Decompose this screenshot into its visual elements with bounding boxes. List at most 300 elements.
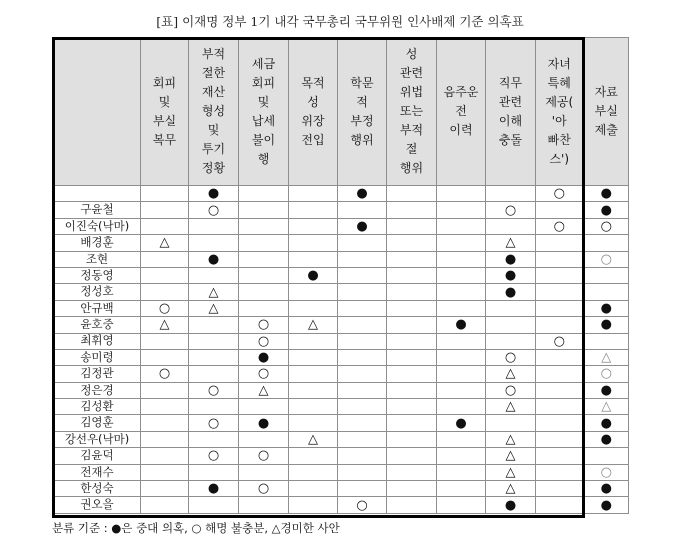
mark-symbol: ● xyxy=(600,497,612,513)
mark-cell xyxy=(486,218,536,234)
mark-symbol: △ xyxy=(159,235,170,251)
mark-cell xyxy=(141,415,189,431)
mark-cell xyxy=(289,267,338,283)
table-row xyxy=(54,481,629,497)
mark-cell xyxy=(486,349,536,365)
mark-cell xyxy=(437,235,486,251)
mark-cell xyxy=(189,300,239,316)
mark-symbol: ○ xyxy=(504,350,517,366)
header-row xyxy=(54,38,629,186)
mark-cell xyxy=(536,464,584,480)
mark-symbol: △ xyxy=(308,317,318,333)
mark-cell xyxy=(437,300,486,316)
table-row xyxy=(54,235,629,251)
mark-cell xyxy=(338,399,387,415)
mark-cell xyxy=(338,267,387,283)
table-row xyxy=(54,464,629,480)
mark-cell xyxy=(437,382,486,398)
mark-cell xyxy=(189,464,239,480)
mark-cell xyxy=(387,317,437,333)
mark-cell xyxy=(289,235,338,251)
mark-symbol: △ xyxy=(505,464,516,480)
mark-cell xyxy=(338,284,387,300)
mark-cell xyxy=(584,235,629,251)
mark-cell xyxy=(437,251,486,267)
mark-cell xyxy=(584,448,629,464)
allegation-table xyxy=(53,37,629,514)
mark-cell xyxy=(141,464,189,480)
mark-cell xyxy=(141,317,189,333)
mark-cell xyxy=(141,251,189,267)
column-header-c6: 성 관련 위법 또는 부적 절 행위 xyxy=(387,38,437,186)
minister-name: 조현 xyxy=(54,251,141,267)
mark-cell xyxy=(289,317,338,333)
mark-cell xyxy=(338,366,387,382)
mark-cell xyxy=(141,300,189,316)
mark-cell xyxy=(141,267,189,283)
column-header-c10: 자료 부실 제출 xyxy=(584,38,629,186)
minister-name: 송미령 xyxy=(54,349,141,365)
mark-cell xyxy=(584,399,629,415)
mark-cell xyxy=(239,431,289,447)
mark-symbol: ● xyxy=(207,186,220,202)
minister-name: 윤호중 xyxy=(54,317,141,333)
mark-symbol: ● xyxy=(356,218,368,234)
mark-cell xyxy=(437,284,486,300)
mark-cell xyxy=(239,317,289,333)
mark-symbol: ● xyxy=(600,186,612,202)
mark-cell xyxy=(486,267,536,283)
mark-cell xyxy=(289,415,338,431)
minister-name: 김성환 xyxy=(54,399,141,415)
mark-symbol: △ xyxy=(258,382,269,398)
mark-cell xyxy=(437,202,486,218)
mark-cell xyxy=(387,415,437,431)
mark-cell xyxy=(387,366,437,382)
mark-cell xyxy=(387,464,437,480)
mark-cell xyxy=(536,431,584,447)
mark-symbol: ○ xyxy=(356,497,368,513)
mark-cell xyxy=(338,251,387,267)
mark-cell xyxy=(387,235,437,251)
mark-symbol: ○ xyxy=(158,366,171,382)
mark-symbol: △ xyxy=(505,399,516,415)
mark-cell xyxy=(536,202,584,218)
mark-cell xyxy=(584,415,629,431)
mark-cell xyxy=(486,415,536,431)
minister-name: 김윤덕 xyxy=(54,448,141,464)
mark-symbol: ○ xyxy=(600,218,612,234)
mark-cell xyxy=(141,481,189,497)
mark-cell xyxy=(189,382,239,398)
mark-symbol: △ xyxy=(159,317,170,333)
mark-cell xyxy=(584,481,629,497)
minister-name xyxy=(54,186,141,202)
mark-cell xyxy=(289,464,338,480)
mark-cell xyxy=(387,186,437,202)
column-header-c9: 자녀 특혜 제공( '아 빠찬 스') xyxy=(536,38,584,186)
mark-cell xyxy=(387,333,437,349)
minister-name: 김영훈 xyxy=(54,415,141,431)
mark-cell xyxy=(536,218,584,234)
mark-cell xyxy=(141,235,189,251)
mark-cell xyxy=(387,382,437,398)
mark-symbol: △ xyxy=(601,350,612,366)
mark-cell xyxy=(536,497,584,513)
mark-cell xyxy=(189,431,239,447)
mark-cell xyxy=(189,186,239,202)
mark-symbol: ● xyxy=(257,350,270,366)
mark-cell xyxy=(584,186,629,202)
mark-cell xyxy=(338,300,387,316)
mark-cell xyxy=(584,349,629,365)
mark-cell xyxy=(239,481,289,497)
mark-cell xyxy=(584,267,629,283)
mark-symbol: ○ xyxy=(207,382,220,398)
mark-cell xyxy=(536,317,584,333)
mark-cell xyxy=(486,399,536,415)
mark-cell xyxy=(289,431,338,447)
minister-name: 전재수 xyxy=(54,464,141,480)
mark-symbol: ○ xyxy=(158,300,171,316)
mark-cell xyxy=(289,399,338,415)
mark-symbol: ○ xyxy=(257,448,270,464)
mark-cell xyxy=(141,202,189,218)
mark-cell xyxy=(289,333,338,349)
mark-cell xyxy=(141,399,189,415)
mark-symbol: ○ xyxy=(257,366,270,382)
mark-cell xyxy=(189,202,239,218)
mark-symbol: △ xyxy=(505,366,516,382)
mark-cell xyxy=(189,284,239,300)
mark-cell xyxy=(289,218,338,234)
minister-name: 김정관 xyxy=(54,366,141,382)
table-row xyxy=(54,267,629,283)
mark-cell xyxy=(289,300,338,316)
mark-cell xyxy=(387,300,437,316)
mark-cell xyxy=(239,464,289,480)
mark-cell xyxy=(437,267,486,283)
mark-symbol: ○ xyxy=(553,218,565,234)
mark-cell xyxy=(486,300,536,316)
mark-symbol: ● xyxy=(207,481,220,497)
mark-cell xyxy=(486,431,536,447)
mark-cell xyxy=(141,382,189,398)
mark-cell xyxy=(584,202,629,218)
mark-cell xyxy=(289,186,338,202)
mark-cell xyxy=(387,448,437,464)
mark-cell xyxy=(437,186,486,202)
minister-name: 구윤철 xyxy=(54,202,141,218)
mark-cell xyxy=(486,202,536,218)
mark-cell xyxy=(486,448,536,464)
mark-cell xyxy=(338,218,387,234)
mark-cell xyxy=(189,218,239,234)
mark-cell xyxy=(536,235,584,251)
minister-name: 정성호 xyxy=(54,284,141,300)
table-row xyxy=(54,333,629,349)
mark-cell xyxy=(387,267,437,283)
mark-cell xyxy=(239,349,289,365)
minister-name: 정은경 xyxy=(54,382,141,398)
table-row xyxy=(54,186,629,202)
mark-cell xyxy=(189,235,239,251)
mark-cell xyxy=(141,448,189,464)
mark-cell xyxy=(584,382,629,398)
mark-cell xyxy=(239,366,289,382)
mark-cell xyxy=(437,366,486,382)
minister-name: 최휘영 xyxy=(54,333,141,349)
mark-symbol: △ xyxy=(505,432,516,448)
table-row xyxy=(54,349,629,365)
mark-cell xyxy=(536,399,584,415)
table-row xyxy=(54,431,629,447)
mark-cell xyxy=(189,399,239,415)
table-row xyxy=(54,497,629,513)
mark-cell xyxy=(289,284,338,300)
mark-cell xyxy=(239,333,289,349)
mark-cell xyxy=(387,497,437,513)
mark-symbol: ○ xyxy=(553,186,565,202)
mark-cell xyxy=(189,497,239,513)
mark-cell xyxy=(437,481,486,497)
mark-cell xyxy=(239,251,289,267)
mark-symbol: ● xyxy=(455,317,467,333)
mark-cell xyxy=(536,300,584,316)
mark-symbol: △ xyxy=(505,235,516,251)
mark-symbol: △ xyxy=(505,448,516,464)
mark-cell xyxy=(189,317,239,333)
minister-name: 이진숙(낙마) xyxy=(54,218,141,234)
mark-cell xyxy=(289,251,338,267)
mark-cell xyxy=(338,497,387,513)
header-corner xyxy=(54,38,141,186)
mark-symbol: ○ xyxy=(553,333,565,349)
table-row xyxy=(54,399,629,415)
column-header-c1: 회피 및 부실 복무 xyxy=(141,38,189,186)
mark-cell xyxy=(338,333,387,349)
mark-cell xyxy=(239,186,289,202)
mark-cell xyxy=(437,448,486,464)
mark-cell xyxy=(437,415,486,431)
mark-cell xyxy=(141,349,189,365)
mark-cell xyxy=(486,317,536,333)
mark-symbol: ● xyxy=(504,284,517,300)
mark-cell xyxy=(289,382,338,398)
mark-cell xyxy=(189,251,239,267)
mark-symbol: ● xyxy=(504,497,517,513)
table-row xyxy=(54,415,629,431)
footnote: 분류 기준 : ●은 중대 의혹, ○ 해명 불충분, △경미한 사안 xyxy=(52,521,340,535)
mark-cell xyxy=(239,300,289,316)
mark-cell xyxy=(189,366,239,382)
mark-cell xyxy=(189,415,239,431)
mark-cell xyxy=(387,251,437,267)
mark-cell xyxy=(387,399,437,415)
mark-symbol: ● xyxy=(600,317,612,333)
table-row xyxy=(54,251,629,267)
mark-cell xyxy=(584,300,629,316)
column-header-c5: 학문 적 부정 행위 xyxy=(338,38,387,186)
mark-cell xyxy=(437,497,486,513)
mark-cell xyxy=(486,366,536,382)
mark-symbol: △ xyxy=(505,481,516,497)
mark-cell xyxy=(437,218,486,234)
mark-cell xyxy=(239,284,289,300)
mark-cell xyxy=(289,349,338,365)
mark-cell xyxy=(536,382,584,398)
mark-cell xyxy=(437,431,486,447)
minister-name: 정동영 xyxy=(54,267,141,283)
mark-symbol: ○ xyxy=(504,382,517,398)
mark-cell xyxy=(437,349,486,365)
mark-cell xyxy=(486,235,536,251)
mark-cell xyxy=(486,284,536,300)
mark-cell xyxy=(486,186,536,202)
mark-cell xyxy=(338,235,387,251)
mark-cell xyxy=(338,382,387,398)
mark-cell xyxy=(536,186,584,202)
mark-cell xyxy=(338,448,387,464)
mark-cell xyxy=(584,464,629,480)
mark-cell xyxy=(289,366,338,382)
table-row xyxy=(54,284,629,300)
mark-cell xyxy=(189,481,239,497)
mark-cell xyxy=(584,431,629,447)
mark-cell xyxy=(239,399,289,415)
mark-cell xyxy=(239,202,289,218)
mark-cell xyxy=(437,333,486,349)
mark-cell xyxy=(239,448,289,464)
mark-cell xyxy=(239,415,289,431)
mark-cell xyxy=(536,251,584,267)
mark-symbol: ● xyxy=(600,481,612,497)
mark-symbol: ○ xyxy=(600,251,612,267)
mark-cell xyxy=(338,186,387,202)
column-header-c4: 목적 성 위장 전입 xyxy=(289,38,338,186)
table-row xyxy=(54,300,629,316)
table-row xyxy=(54,448,629,464)
mark-cell xyxy=(289,202,338,218)
minister-name: 배경훈 xyxy=(54,235,141,251)
mark-symbol: ● xyxy=(504,251,517,267)
mark-cell xyxy=(536,415,584,431)
mark-cell xyxy=(387,202,437,218)
mark-cell xyxy=(536,267,584,283)
mark-cell xyxy=(584,317,629,333)
mark-symbol: ● xyxy=(307,268,319,284)
mark-cell xyxy=(486,464,536,480)
mark-cell xyxy=(584,251,629,267)
mark-cell xyxy=(486,382,536,398)
mark-cell xyxy=(189,349,239,365)
mark-symbol: ● xyxy=(257,415,270,431)
mark-cell xyxy=(437,464,486,480)
mark-cell xyxy=(289,448,338,464)
mark-symbol: ● xyxy=(600,415,612,431)
mark-cell xyxy=(486,333,536,349)
mark-cell xyxy=(387,218,437,234)
table-row xyxy=(54,317,629,333)
mark-cell xyxy=(536,366,584,382)
column-header-c7: 음주운 전 이력 xyxy=(437,38,486,186)
mark-cell xyxy=(141,186,189,202)
mark-cell xyxy=(536,448,584,464)
mark-symbol: ○ xyxy=(600,366,612,382)
mark-cell xyxy=(338,431,387,447)
mark-cell xyxy=(536,284,584,300)
table-row xyxy=(54,218,629,234)
mark-symbol: ○ xyxy=(504,202,517,218)
mark-cell xyxy=(239,235,289,251)
table-caption: [표] 이재명 정부 1기 내각 국무총리 국무위원 인사배제 기준 의혹표 xyxy=(156,14,524,29)
table-row xyxy=(54,366,629,382)
mark-cell xyxy=(189,448,239,464)
mark-cell xyxy=(387,431,437,447)
table-row xyxy=(54,202,629,218)
mark-cell xyxy=(437,399,486,415)
mark-symbol: ● xyxy=(207,251,220,267)
mark-cell xyxy=(289,481,338,497)
mark-cell xyxy=(584,333,629,349)
column-header-c3: 세금 회피 및 납세 불이 행 xyxy=(239,38,289,186)
mark-cell xyxy=(387,349,437,365)
mark-cell xyxy=(536,333,584,349)
mark-symbol: ● xyxy=(600,202,612,218)
mark-cell xyxy=(584,366,629,382)
table-row xyxy=(54,382,629,398)
column-header-c8: 직무 관련 이해 충돌 xyxy=(486,38,536,186)
mark-cell xyxy=(338,317,387,333)
mark-cell xyxy=(189,333,239,349)
mark-symbol: ○ xyxy=(600,464,612,480)
mark-symbol: △ xyxy=(308,432,318,448)
minister-name: 강선우(낙마) xyxy=(54,431,141,447)
mark-symbol: ○ xyxy=(207,415,220,431)
mark-cell xyxy=(584,284,629,300)
mark-symbol: ○ xyxy=(257,317,270,333)
mark-cell xyxy=(141,431,189,447)
mark-cell xyxy=(141,366,189,382)
mark-cell xyxy=(486,497,536,513)
mark-cell xyxy=(338,415,387,431)
mark-cell xyxy=(239,497,289,513)
mark-cell xyxy=(189,267,239,283)
mark-cell xyxy=(289,497,338,513)
mark-cell xyxy=(486,481,536,497)
mark-symbol: ● xyxy=(504,268,517,284)
mark-cell xyxy=(584,497,629,513)
mark-cell xyxy=(486,251,536,267)
mark-symbol: △ xyxy=(208,284,219,300)
mark-cell xyxy=(141,497,189,513)
mark-symbol: ● xyxy=(600,300,612,316)
minister-name: 권오을 xyxy=(54,497,141,513)
minister-name: 안규백 xyxy=(54,300,141,316)
mark-cell xyxy=(584,218,629,234)
mark-cell xyxy=(437,317,486,333)
mark-cell xyxy=(387,284,437,300)
mark-cell xyxy=(239,218,289,234)
column-header-c2: 부적 절한 재산 형성 및 투기 정황 xyxy=(189,38,239,186)
mark-symbol: ○ xyxy=(257,333,270,349)
mark-cell xyxy=(239,267,289,283)
mark-cell xyxy=(338,349,387,365)
mark-symbol: ● xyxy=(455,415,467,431)
mark-cell xyxy=(338,202,387,218)
minister-name: 한성숙 xyxy=(54,481,141,497)
mark-symbol: ○ xyxy=(257,481,270,497)
